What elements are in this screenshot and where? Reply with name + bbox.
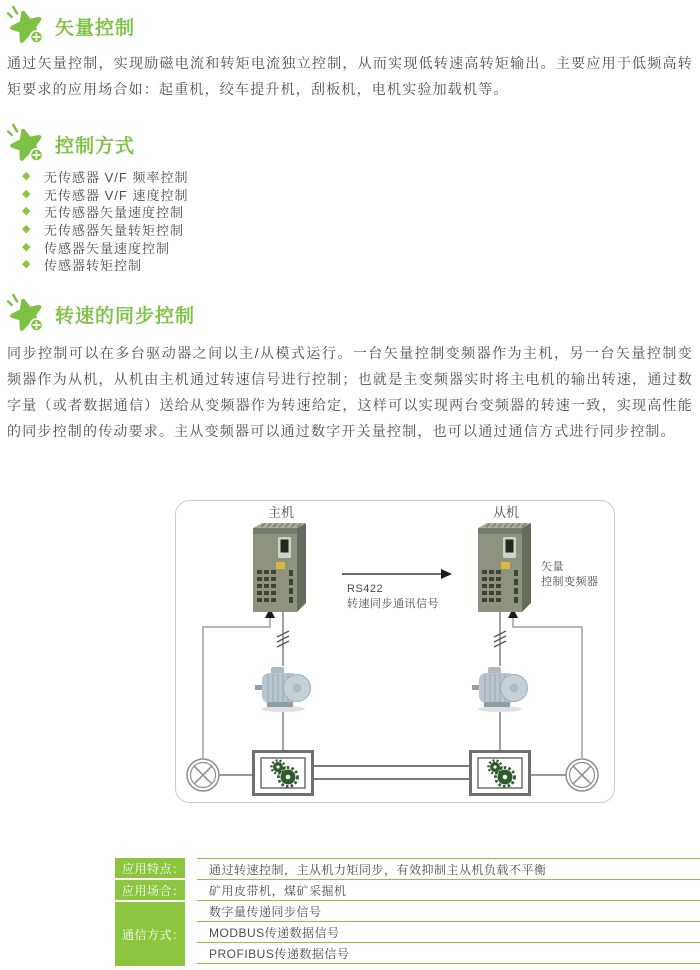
list-item-label: 传感器转矩控制	[44, 258, 143, 274]
star-plus-icon	[6, 293, 48, 335]
table-row: PROFIBUS传递数据信号	[197, 943, 700, 964]
control-methods-list	[22, 168, 188, 274]
list-item-label: 无传感器 V/F 速度控制	[44, 187, 189, 203]
list-item-label: 无传感器 V/F 频率控制	[44, 170, 189, 186]
vector-control-paragraph: 通过矢量控制，实现励磁电流和转矩电流独立控制，从而实现低转速高转矩输出。主要应用于低频高转矩要求的应用场合如：起重机，绞车提升机，刮板机，电机实验加载机等。	[7, 55, 693, 97]
section-title-vector-control: 矢量控制	[55, 17, 136, 39]
section-header-vector-control	[6, 5, 135, 47]
diagram-canvas	[175, 500, 615, 803]
list-item	[22, 256, 188, 274]
table-row: 数字量传递同步信号	[197, 901, 700, 922]
slave-inverter-note-line1: 矢量	[541, 561, 564, 573]
list-item-label: 无传感器矢量转矩控制	[44, 223, 185, 239]
list-item	[22, 203, 188, 221]
section-title-sync-control: 转速的同步控制	[55, 305, 196, 327]
slave-inverter-note-line2: 控制变频器	[541, 576, 599, 588]
slave-inverter-note	[541, 560, 599, 590]
diamond-icon: ◆	[22, 170, 31, 183]
spec-table-content-column	[197, 858, 700, 966]
spec-table	[115, 858, 700, 966]
list-item	[22, 221, 188, 239]
rs422-link-label-line2: 转速同步通讯信号	[347, 598, 439, 610]
spec-label-applications: 应用场合：	[115, 880, 185, 900]
master-label: 主机	[267, 505, 294, 520]
list-item	[22, 186, 188, 204]
list-item-label: 无传感器矢量速度控制	[44, 205, 185, 221]
master-gearbox	[254, 752, 313, 795]
sync-control-paragraph: 同步控制可以在多台驱动器之间以主/从模式运行。一台矢量控制变频器作为主机，另一台矢量控制变频器作为从机，从机由主机通过转速信号进行控制；也就是主变频器实时将主电机的输出转速，通过数字量（或者数据通信）送给从变频器作为转速给定，这样可以实现两台变频器的转速一致，实现高性能的同步控制的传动要求。主从变频器可以通过数字开关量控制，也可以通过通信方式进行同步控制。	[7, 345, 693, 439]
spec-label-features: 应用特点：	[115, 858, 185, 878]
slave-gearbox	[471, 752, 530, 795]
star-plus-icon	[6, 123, 48, 165]
section-title-control-methods: 控制方式	[55, 135, 136, 157]
diamond-icon: ◆	[22, 187, 31, 200]
list-item-label: 传感器矢量速度控制	[44, 240, 171, 256]
table-row: 通过转速控制，主从机力矩同步，有效抑制主从机负载不平衡	[197, 859, 700, 880]
diamond-icon: ◆	[22, 205, 31, 218]
master-slave-diagram	[175, 500, 615, 803]
master-encoder circle-cross-icon	[187, 759, 219, 791]
slave-label: 从机	[492, 505, 519, 520]
diamond-icon: ◆	[22, 240, 31, 253]
master-inverter	[253, 523, 306, 612]
rs422-link-label-line1: RS422	[347, 583, 384, 595]
master-motor	[255, 667, 311, 712]
section-header-control-methods	[6, 123, 135, 165]
diamond-icon: ◆	[22, 258, 31, 271]
list-item	[22, 238, 188, 256]
spec-table-label-column	[115, 858, 185, 966]
slave-inverter	[478, 523, 531, 612]
slave-motor	[472, 667, 528, 712]
spec-label-communication: 通信方式：	[115, 902, 185, 966]
diamond-icon: ◆	[22, 223, 31, 236]
rs422-link-label	[347, 582, 439, 612]
star-plus-icon	[6, 5, 48, 47]
table-row: MODBUS传递数据信号	[197, 922, 700, 943]
table-row: 矿用皮带机，煤矿采掘机	[197, 880, 700, 901]
list-item	[22, 168, 188, 186]
section-header-sync-control	[6, 293, 195, 335]
slave-encoder circle-cross-icon	[566, 759, 598, 791]
